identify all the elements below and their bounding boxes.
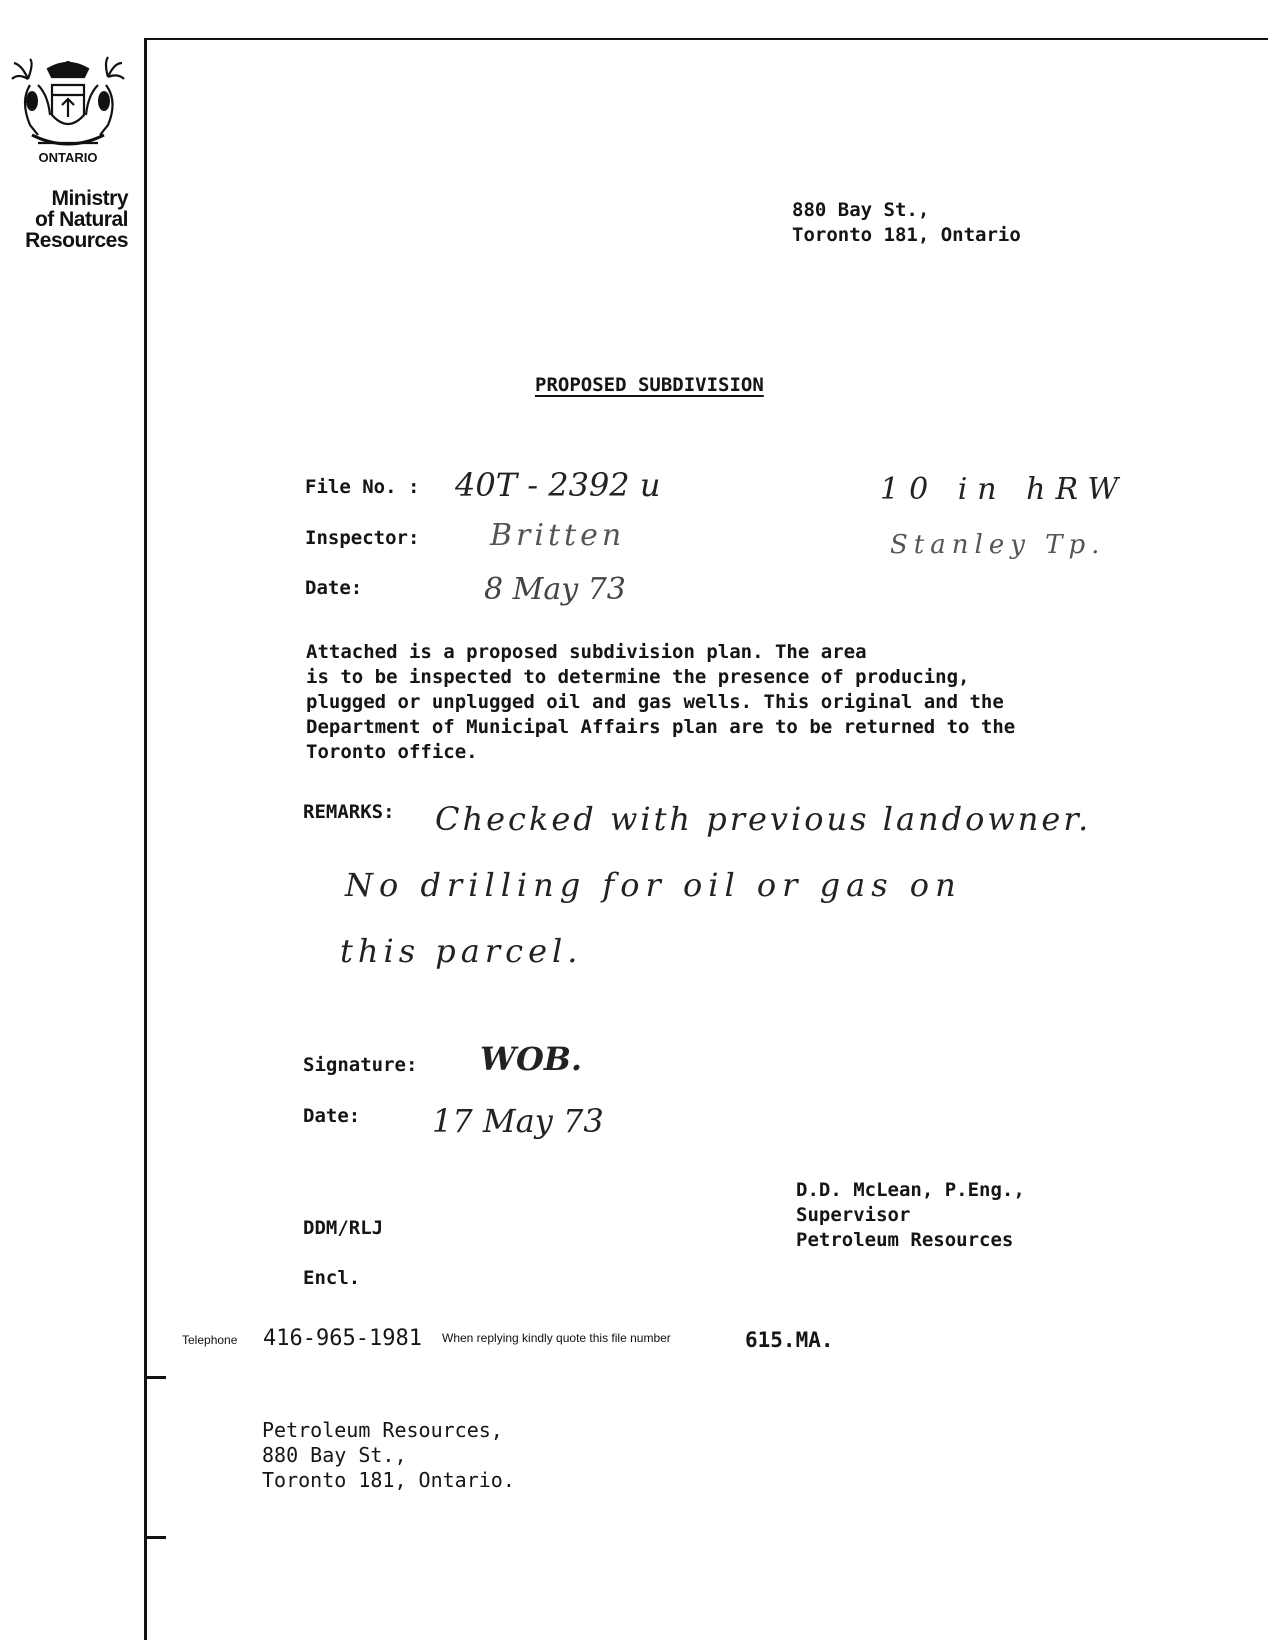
remarks-line-1: Checked with previous landowner. bbox=[435, 800, 1092, 838]
date-label: Date: bbox=[305, 577, 363, 599]
return-address-line-1: Petroleum Resources, bbox=[262, 1418, 503, 1442]
file-no-label: File No. : bbox=[305, 476, 420, 498]
enclosure-note: Encl. bbox=[303, 1267, 361, 1289]
sender-title: Supervisor bbox=[796, 1204, 911, 1226]
ministry-line-3: Resources bbox=[25, 229, 128, 252]
remarks-label: REMARKS: bbox=[303, 801, 395, 823]
remarks-line-3: this parcel. bbox=[340, 932, 583, 970]
remarks-line-2: No drilling for oil or gas on bbox=[345, 866, 962, 904]
ontario-coat-of-arms-icon bbox=[8, 55, 128, 155]
ministry-line-2: of Natural bbox=[34, 208, 128, 231]
return-address-line-2: 880 Bay St., bbox=[262, 1443, 407, 1467]
province-name: ONTARIO bbox=[38, 150, 98, 165]
sender-department: Petroleum Resources bbox=[796, 1229, 1014, 1251]
signature-label: Signature: bbox=[303, 1054, 418, 1076]
fold-mark-lower bbox=[144, 1536, 166, 1539]
ministry-name bbox=[0, 188, 128, 251]
top-border-line bbox=[145, 38, 1268, 40]
date-value: 8 May 73 bbox=[484, 572, 626, 607]
file-number: 615.MA. bbox=[745, 1328, 834, 1352]
margin-note-line-2: Stanley Tp. bbox=[890, 530, 1106, 560]
telephone-number: 416-965-1981 bbox=[263, 1326, 422, 1351]
ministry-line-1: Ministry bbox=[51, 187, 128, 210]
signature-date-label: Date: bbox=[303, 1105, 361, 1127]
margin-note-line-1: 10 in hRW bbox=[880, 472, 1129, 507]
address-line-1: 880 Bay St., bbox=[792, 199, 930, 221]
signature-date-value: 17 May 73 bbox=[432, 1102, 604, 1140]
reference-initials: DDM/RLJ bbox=[303, 1217, 384, 1239]
telephone-label: Telephone bbox=[182, 1333, 238, 1347]
inspector-label: Inspector: bbox=[305, 527, 420, 549]
left-border-line bbox=[144, 38, 147, 1640]
body-paragraph: Attached is a proposed subdivision plan. The area is to be inspected to determine the presence of producing, plugged or unplugged oil and gas wells. This original and the Department of Municipal Affairs plan are to be returned to the Toronto office. bbox=[306, 641, 1016, 763]
sender-name: D.D. McLean, P.Eng., bbox=[796, 1179, 1025, 1201]
inspector-value: Britten bbox=[490, 518, 626, 553]
fold-mark-upper bbox=[144, 1376, 166, 1379]
address-line-2: Toronto 181, Ontario bbox=[792, 224, 1021, 246]
document-title: PROPOSED SUBDIVISION bbox=[535, 374, 764, 396]
reply-note: When replying kindly quote this file number bbox=[442, 1331, 671, 1345]
return-address-line-3: Toronto 181, Ontario. bbox=[262, 1468, 515, 1492]
signature-value: WOB. bbox=[480, 1040, 582, 1078]
file-no-value: 40T - 2392 u bbox=[455, 466, 661, 504]
